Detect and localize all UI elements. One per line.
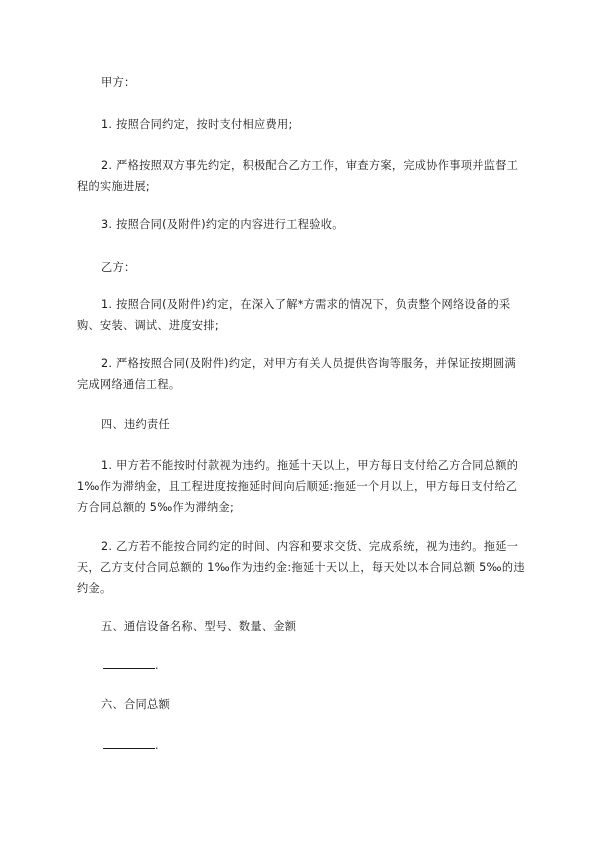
section-5-period: . [155,659,159,672]
section-5-blank-field [103,654,159,676]
section-4-item-1: 1. 甲方若不能按时付款视为违约。拖延十天以上，甲方每日支付给乙方合同总额的 1‰作为滞纳金，且工程进度按拖延时间向后顺延:拖延一个月以上，甲方每日支付给乙方合同总额的 5‰作为滞纳金; [77,459,519,514]
party-b-item-1: 1. 按照合同(及附件)约定，在深入了解*方需求的情况下，负责整个网络设备的采购、安装、调试、进度安排; [77,298,511,332]
party-b-heading: 乙方： [101,261,136,274]
party-b-item-2: 2. 严格按照合同(及附件)约定，对甲方有关人员提供咨询等服务，并保证按期圆满完成网络通信工程。 [77,357,517,391]
party-a-item-3: 3. 按照合同(及附件)约定的内容进行工程验收。 [101,218,344,231]
party-a-item-1: 1. 按照合同约定，按时支付相应费用; [101,118,293,131]
section-5-heading: 五、通信设备名称、型号、数量、金额 [101,620,297,633]
section-6-underline [103,734,155,749]
section-6-period: . [155,739,159,752]
section-6-heading: 六、合同总额 [101,698,170,711]
section-6-blank-field [103,734,159,756]
party-a-heading: 甲方： [101,76,136,89]
section-4-heading: 四、违约责任 [101,418,170,431]
party-a-item-2: 2. 严格按照双方事先约定，积极配合乙方工作，审查方案，完成协作事项并监督工程的实施进展; [77,159,519,193]
section-4-item-2: 2. 乙方若不能按合同约定的时间、内容和要求交货、完成系统，视为违约。拖延一天，乙方支付合同总额的 1‰作为违约金:拖延十天以上，每天处以本合同总额 5‰的违约金。 [77,540,525,595]
section-5-underline [103,654,155,669]
